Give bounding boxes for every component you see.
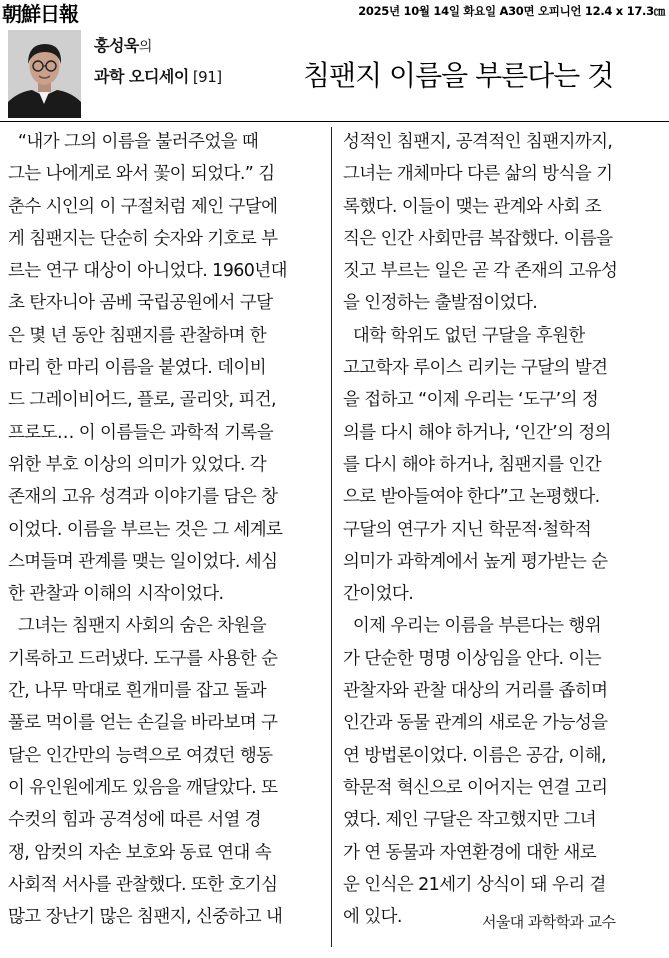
author-signature: 서울대 과학학과 교수: [482, 913, 616, 931]
article-line: 간이었다.: [343, 584, 414, 605]
newspaper-logo: 朝鮮日報: [2, 2, 78, 26]
article-line: 춘수 시인의 이 구절처럼 제인 구달에: [8, 196, 278, 217]
article-line: 존재의 고유 성격과 이야기를 담은 창: [8, 487, 278, 508]
article-line: 가 단순한 명명 이상임을 안다. 이는: [343, 648, 602, 669]
article-line: 이 유인원에게도 있음을 깨달았다. 또: [8, 777, 278, 798]
article-line: 직은 인간 사회만큼 복잡했다. 이름을: [343, 228, 613, 249]
article-line: 을 인정하는 출발점이었다.: [343, 293, 538, 314]
article-column-left: [8, 126, 318, 933]
article-line: 기록하고 드러냈다. 도구를 사용한 순: [8, 648, 278, 669]
article-headline: 침팬지 이름을 부른다는 것: [303, 59, 614, 92]
article-line: 를 다시 해야 하거나, 침팬지를 인간: [343, 454, 602, 475]
article-line: 의미가 과학계에서 높게 평가받는 순: [343, 551, 608, 572]
article-line: 드 그레이비어드, 플로, 골리앗, 피건,: [8, 390, 276, 411]
article-line: 쟁, 암컷의 자손 보호와 동료 연대 속: [8, 842, 272, 863]
article-line: 풀로 먹이를 얻는 손길을 바라보며 구: [8, 713, 278, 734]
article-line: “내가 그의 이름을 불러주었을 때: [8, 132, 259, 152]
author-portrait-image: [8, 30, 81, 118]
article-line: 한 관찰과 이해의 시작이었다.: [8, 584, 224, 605]
article-line: 성적인 침팬지, 공격적인 침팬지까지,: [343, 132, 613, 152]
author-photo: [8, 30, 81, 118]
article-line: 게 침팬지는 단순히 숫자와 기호로 부: [8, 228, 278, 249]
article-line: 사회적 서사를 관찰했다. 또한 호기심: [8, 874, 278, 895]
article-line: 그는 나에게로 와서 꽃이 되었다.” 김: [8, 164, 275, 185]
article-line: 이었다. 이름을 부르는 것은 그 세계로: [8, 519, 283, 540]
article-line: 달은 인간만의 능력으로 여겼던 행동: [8, 745, 273, 766]
publication-info: 2025년 10월 14일 화요일 A30면 오피니언 12.4 x 17.3㎝: [358, 4, 665, 18]
article-line: 가 연 동물과 자연환경에 대한 새로: [343, 842, 597, 863]
article-line: 르는 연구 대상이 아니었다. 1960년대: [8, 261, 287, 282]
series-name: 과학 오디세이: [94, 67, 189, 86]
article-line: 스며들며 관계를 맺는 일이었다. 세심: [8, 551, 278, 572]
article-line: 마리 한 마리 이름을 붙였다. 데이비: [8, 358, 267, 379]
article-line: 이제 우리는 이름을 부른다는 행위: [343, 616, 602, 637]
article-line: 의를 다시 해야 하거나, ‘인간’의 정의: [343, 422, 611, 443]
article-line: 많고 장난기 많은 침팬지, 신중하고 내: [8, 907, 283, 928]
author-name: 홍성욱: [94, 36, 139, 55]
header-rule: [0, 121, 669, 122]
article-line: 대학 학위도 없던 구달을 후원한: [343, 325, 585, 346]
article-line: 그녀는 개체마다 다른 삶의 방식을 기: [343, 164, 613, 185]
article-line: 프로도… 이 이름들은 과학적 기록을: [8, 422, 274, 443]
article-line: 에 있다.: [343, 907, 402, 928]
article-line: 을 접하고 “이제 우리는 ‘도구’의 정: [343, 390, 599, 411]
article-line: 연 방법론이었다. 이름은 공감, 이해,: [343, 745, 607, 766]
article-line: 운 인식은 21세기 상식이 돼 우리 곁: [343, 874, 606, 895]
column-author: [94, 33, 222, 56]
author-suffix: 의: [138, 39, 152, 55]
column-divider: [331, 127, 332, 947]
column-info: [94, 33, 222, 87]
article-line: 으로 받아들여야 한다”고 논평했다.: [343, 487, 600, 508]
article-line: 구달의 연구가 지닌 학문적·철학적: [343, 519, 592, 540]
article-line: 였다. 제인 구달은 작고했지만 그녀: [343, 810, 597, 831]
series-number: [91]: [192, 68, 222, 86]
article-line: 수컷의 힘과 공격성에 따른 서열 경: [8, 810, 262, 831]
article-line: 고고학자 루이스 리키는 구달의 발견: [343, 358, 608, 379]
article-line: 그녀는 침팬지 사회의 숨은 차원을: [8, 616, 267, 637]
article-line: 초 탄자니아 곰베 국립공원에서 구달: [8, 293, 273, 314]
article-line: 짓고 부르는 일은 곧 각 존재의 고유성: [343, 261, 618, 282]
article-line: 인간과 동물 관계의 새로운 가능성을: [343, 713, 608, 734]
article-column-right: [343, 126, 655, 933]
article-line: 관찰자와 관찰 대상의 거리를 좁히며: [343, 681, 608, 702]
article-line: 학문적 혁신으로 이어지는 연결 고리: [343, 777, 608, 798]
article-line: 간, 나무 막대로 흰개미를 잡고 돌과: [8, 681, 267, 702]
article-line: 위한 부호 이상의 의미가 있었다. 각: [8, 454, 267, 475]
masthead: [0, 0, 669, 24]
article-line: 은 몇 년 동안 침팬지를 관찰하며 한: [8, 325, 267, 346]
article-line: 록했다. 이들이 맺는 관계와 사회 조: [343, 196, 602, 217]
column-series: [94, 64, 222, 87]
